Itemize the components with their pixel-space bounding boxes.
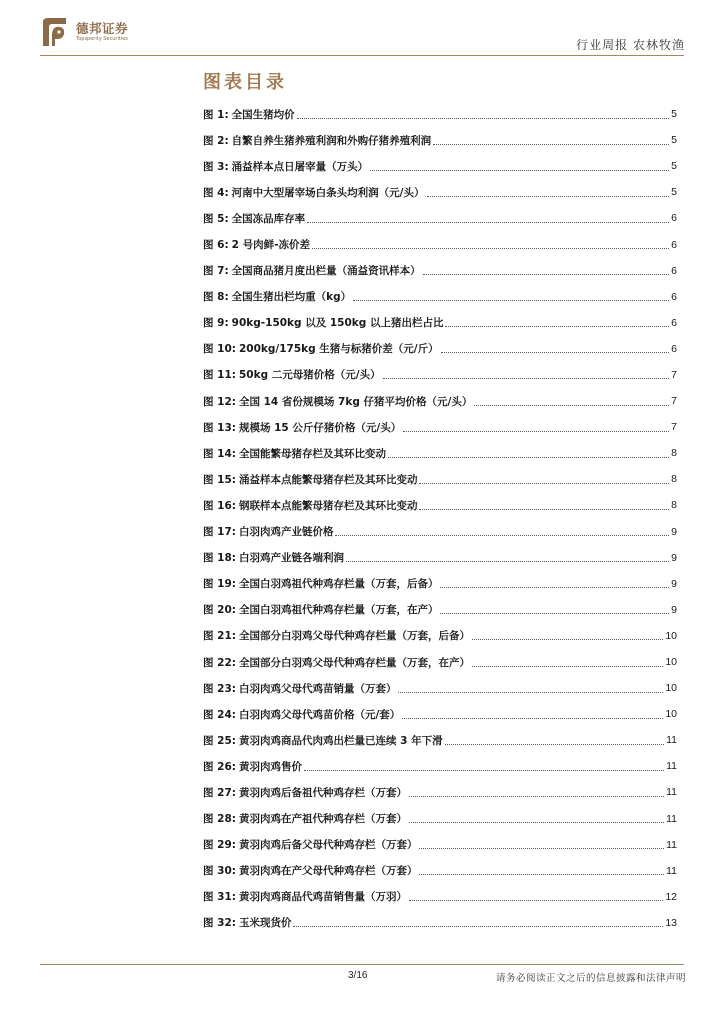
toc-item-label: 图 5: <box>203 212 229 225</box>
toc-item-leader <box>440 613 669 614</box>
toc-item-page: 10 <box>665 708 677 721</box>
toc-item-title: 黄羽肉鸡在产父母代种鸡存栏（万套） <box>238 865 418 878</box>
footer-divider <box>40 964 684 965</box>
toc-item-page: 7 <box>671 368 677 381</box>
toc-item-leader <box>419 848 664 849</box>
toc-item-title: 涌益样本点能繁母猪存栏及其环比变动 <box>238 473 418 486</box>
toc-item-leader <box>297 118 669 119</box>
toc-item-title: 全国能繁母猪存栏及其环比变动 <box>238 447 386 460</box>
toc-item-label: 图 10: <box>203 343 236 356</box>
toc-item-page: 5 <box>671 186 677 199</box>
toc-item-page: 10 <box>665 682 677 695</box>
toc-item[interactable] <box>203 101 677 127</box>
toc-item-title: 白羽肉鸡产业链价格 <box>238 526 334 539</box>
toc-item[interactable] <box>203 153 677 179</box>
toc-item[interactable] <box>203 179 677 205</box>
toc-item-label: 图 17: <box>203 526 236 539</box>
toc-item-title: 全国商品猪月度出栏量（涌益资讯样本） <box>231 265 421 278</box>
toc-item[interactable] <box>203 597 677 623</box>
toc-title: 图表目录 <box>203 72 287 93</box>
toc-item-label: 图 28: <box>203 813 236 826</box>
toc-item-leader <box>335 535 669 536</box>
toc-item-page: 9 <box>671 577 677 590</box>
toc-item-page: 9 <box>671 551 677 564</box>
toc-item-title: 200kg/175kg 生猪与标猪价差（元/斤） <box>238 343 439 356</box>
toc-item-page: 6 <box>671 264 677 277</box>
toc-item-page: 7 <box>671 421 677 434</box>
toc-item-title: 涌益样本点日屠宰量（万头） <box>231 160 369 173</box>
toc-item-label: 图 15: <box>203 473 236 486</box>
toc-item-leader <box>433 144 669 145</box>
toc-item[interactable] <box>203 571 677 597</box>
toc-item[interactable] <box>203 388 677 414</box>
toc-item-page: 13 <box>665 916 677 929</box>
toc-item-label: 图 2: <box>203 134 229 147</box>
toc-item[interactable] <box>203 910 677 936</box>
toc-item-page: 11 <box>666 734 677 747</box>
toc-item[interactable] <box>203 649 677 675</box>
legal-disclaimer: 请务必阅读正文之后的信息披露和法律声明 <box>495 973 686 984</box>
toc-item-title: 全国 14 省份规模场 7kg 仔猪平均价格（元/头） <box>238 395 473 408</box>
toc-item-title: 黄羽肉鸡商品代肉鸡出栏量已连续 3 年下滑 <box>238 734 443 747</box>
toc-item[interactable] <box>203 362 677 388</box>
toc-item-label: 图 32: <box>203 917 236 930</box>
logo-text-block <box>76 22 128 43</box>
toc-item-page: 7 <box>671 395 677 408</box>
toc-item[interactable] <box>203 258 677 284</box>
toc-item-label: 图 27: <box>203 786 236 799</box>
toc-item-leader <box>312 248 669 249</box>
toc-item[interactable] <box>203 284 677 310</box>
toc-item[interactable] <box>203 205 677 231</box>
toc-item-leader <box>370 170 669 171</box>
toc-item[interactable] <box>203 806 677 832</box>
toc-item-leader <box>388 457 669 458</box>
toc-item-page: 9 <box>671 525 677 538</box>
toc-item-label: 图 21: <box>203 630 236 643</box>
toc-item[interactable] <box>203 727 677 753</box>
toc-item-label: 图 16: <box>203 499 236 512</box>
logo-mark-icon <box>40 16 70 48</box>
toc-item-label: 图 13: <box>203 421 236 434</box>
logo-name-cn: 德邦证券 <box>76 20 129 36</box>
toc-item-leader <box>427 196 670 197</box>
toc-item[interactable] <box>203 623 677 649</box>
toc-item-leader <box>419 483 669 484</box>
toc-item-page: 6 <box>671 342 677 355</box>
toc-item-label: 图 6: <box>203 239 229 252</box>
toc-item-leader <box>304 770 664 771</box>
toc-item[interactable] <box>203 310 677 336</box>
toc-item[interactable] <box>203 779 677 805</box>
toc-item-label: 图 14: <box>203 447 236 460</box>
toc-item-title: 90kg-150kg 以及 150kg 以上猪出栏占比 <box>231 317 444 330</box>
page-header <box>0 0 724 60</box>
toc-item-title: 白羽鸡产业链各端利润 <box>238 552 344 565</box>
toc-item-page: 11 <box>666 812 677 825</box>
toc-item-label: 图 22: <box>203 656 236 669</box>
toc-item[interactable] <box>203 832 677 858</box>
toc-item-title: 黄羽肉鸡售价 <box>238 760 302 773</box>
toc-item-page: 6 <box>671 238 677 251</box>
toc-item-label: 图 25: <box>203 734 236 747</box>
toc-item-leader <box>423 274 669 275</box>
toc-item-title: 白羽肉鸡父母代鸡苗销量（万套） <box>238 682 397 695</box>
toc-item-label: 图 20: <box>203 604 236 617</box>
toc-item-page: 12 <box>665 890 677 903</box>
toc-item-page: 8 <box>671 447 677 460</box>
toc-item-leader <box>409 900 663 901</box>
toc-item-label: 图 1: <box>203 108 229 121</box>
toc-item-title: 黄羽肉鸡在产祖代种鸡存栏（万套） <box>238 813 407 826</box>
toc-item-page: 11 <box>666 838 677 851</box>
toc-item-page: 5 <box>671 134 677 147</box>
header-divider <box>40 55 684 56</box>
toc-item-title: 白羽肉鸡父母代鸡苗价格（元/套） <box>238 708 401 721</box>
toc-item-leader <box>409 822 664 823</box>
toc-item-leader <box>474 405 669 406</box>
toc-item[interactable] <box>203 127 677 153</box>
toc-item-leader <box>445 326 669 327</box>
toc-item-title: 全国白羽鸡祖代种鸡存栏量（万套，后备） <box>238 578 439 591</box>
toc-item-label: 图 19: <box>203 578 236 591</box>
toc-item-title: 自繁自养生猪养殖利润和外购仔猪养殖利润 <box>231 134 432 147</box>
logo-name-en: Topsperity Securities <box>76 35 128 42</box>
toc-item-title: 钢联样本点能繁母猪存栏及其环比变动 <box>238 499 418 512</box>
toc-item[interactable] <box>203 519 677 545</box>
toc-item-label: 图 8: <box>203 291 229 304</box>
toc-item-title: 全国冻品库存率 <box>231 212 306 225</box>
toc-item-title: 全国生猪出栏均重（kg） <box>231 291 352 304</box>
toc-item-page: 9 <box>671 603 677 616</box>
toc-item-leader <box>441 352 670 353</box>
toc-item-page: 11 <box>666 786 677 799</box>
toc-item-label: 图 4: <box>203 186 229 199</box>
toc-item-page: 11 <box>666 760 677 773</box>
toc-item-leader <box>353 300 669 301</box>
toc-item[interactable] <box>203 675 677 701</box>
toc-item-label: 图 29: <box>203 839 236 852</box>
toc-item-leader <box>346 561 669 562</box>
toc-item-title: 全国部分白羽鸡父母代种鸡存栏量（万套，在产） <box>238 656 470 669</box>
toc-item-title: 2 号肉鲜-冻价差 <box>231 239 310 252</box>
toc-item-page: 10 <box>665 656 677 669</box>
toc-item-label: 图 11: <box>203 369 236 382</box>
toc-item-leader <box>445 744 665 745</box>
toc-item-label: 图 12: <box>203 395 236 408</box>
toc-item-page: 6 <box>671 290 677 303</box>
toc-item[interactable] <box>203 753 677 779</box>
toc-item-label: 图 9: <box>203 317 229 330</box>
toc-item-leader <box>472 666 663 667</box>
toc-item[interactable] <box>203 336 677 362</box>
toc-item-page: 5 <box>671 160 677 173</box>
toc-item-label: 图 7: <box>203 265 229 278</box>
toc-item[interactable] <box>203 701 677 727</box>
toc-item-label: 图 18: <box>203 552 236 565</box>
toc-item-title: 规模场 15 公斤仔猪价格（元/头） <box>238 421 402 434</box>
toc-item[interactable] <box>203 492 677 518</box>
toc-item[interactable] <box>203 414 677 440</box>
toc-item-label: 图 30: <box>203 865 236 878</box>
report-type: 行业周报 农林牧渔 <box>576 38 685 52</box>
toc-item-title: 全国白羽鸡祖代种鸡存栏量（万套，在产） <box>238 604 439 617</box>
toc-list <box>203 101 677 936</box>
toc-item-page: 8 <box>671 473 677 486</box>
toc-item[interactable] <box>203 231 677 257</box>
toc-item-page: 11 <box>666 864 677 877</box>
toc-item-page: 6 <box>671 316 677 329</box>
toc-item-page: 5 <box>671 108 677 121</box>
toc-item[interactable] <box>203 466 677 492</box>
toc-item[interactable] <box>203 440 677 466</box>
toc-item-leader <box>419 874 664 875</box>
toc-item-title: 河南中大型屠宰场白条头均利润（元/头） <box>231 186 425 199</box>
toc-item-label: 图 26: <box>203 760 236 773</box>
toc-item-page: 10 <box>665 629 677 642</box>
page-number: 3/16 <box>348 970 368 981</box>
toc-item-title: 全国部分白羽鸡父母代种鸡存栏量（万套，后备） <box>238 630 470 643</box>
toc-item-title: 黄羽肉鸡后备祖代种鸡存栏（万套） <box>238 786 407 799</box>
toc-item-label: 图 24: <box>203 708 236 721</box>
toc-item[interactable] <box>203 884 677 910</box>
toc-item-leader <box>383 378 670 379</box>
toc-item-title: 全国生猪均价 <box>231 108 295 121</box>
toc-item-leader <box>419 509 669 510</box>
toc-item-label: 图 31: <box>203 891 236 904</box>
toc-item-leader <box>307 222 669 223</box>
toc-item-title: 黄羽肉鸡后备父母代种鸡存栏（万套） <box>238 839 418 852</box>
toc-item-leader <box>293 926 663 927</box>
toc-item-leader <box>440 587 669 588</box>
toc-item-leader <box>398 692 663 693</box>
toc-item-page: 6 <box>671 212 677 225</box>
toc-item-leader <box>403 431 669 432</box>
toc-item-label: 图 23: <box>203 682 236 695</box>
toc-item-page: 8 <box>671 499 677 512</box>
toc-item-leader <box>472 639 663 640</box>
toc-item[interactable] <box>203 545 677 571</box>
company-logo <box>40 16 128 48</box>
toc-item-title: 玉米现货价 <box>238 917 292 930</box>
toc-item-title: 50kg 二元母猪价格（元/头） <box>238 369 381 382</box>
toc-item-title: 黄羽肉鸡商品代鸡苗销售量（万羽） <box>238 891 407 904</box>
toc-item-leader <box>409 796 664 797</box>
toc-item[interactable] <box>203 858 677 884</box>
toc-item-label: 图 3: <box>203 160 229 173</box>
toc-item-leader <box>402 718 663 719</box>
